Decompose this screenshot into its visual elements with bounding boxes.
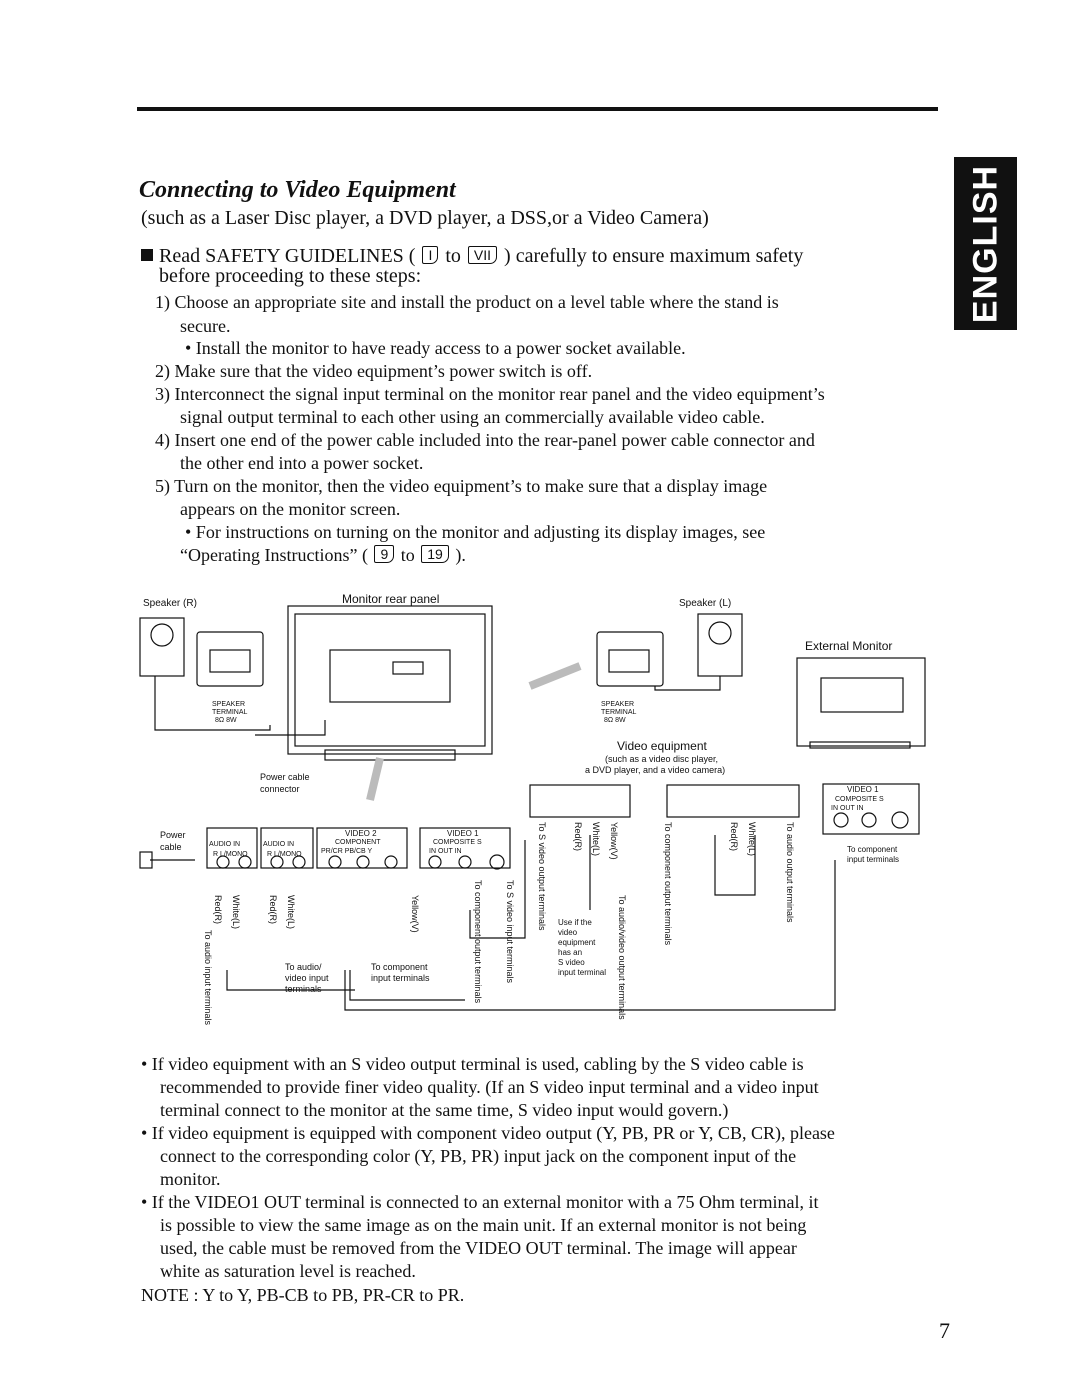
language-tab — [954, 157, 1017, 330]
label-speaker-terminal-2: TERMINAL — [212, 709, 248, 716]
label-external-monitor: External Monitor — [805, 639, 893, 653]
label-power-connector-2: connector — [260, 784, 300, 794]
page-ref-to: VII — [468, 246, 497, 264]
label-white-l-3: White(L) — [591, 822, 601, 857]
label-to-av-output: To audio/video output terminals — [617, 895, 627, 1020]
label-to-av-input-3: terminals — [285, 984, 322, 994]
speaker-terminal-zoom-r — [197, 632, 263, 686]
label-ext-in-out-in: IN OUT IN — [831, 805, 864, 812]
label-ext-to-component-2: input terminals — [847, 855, 900, 864]
label-in-out-in: IN OUT IN — [429, 848, 462, 855]
step-4: 4) Insert one end of the power cable included into the rear-panel power cable connector and — [155, 430, 815, 450]
monitor-rear-inner — [295, 614, 485, 746]
bullet-operating: • For instructions on turning on the monitor and adjusting its display images, see — [185, 522, 766, 542]
label-audio-in-2: AUDIO IN — [263, 841, 295, 848]
label-to-component-input-1: To component — [371, 962, 428, 972]
label-use-if-1: Use if the — [558, 918, 592, 927]
label-to-av-input-2: video input — [285, 973, 329, 983]
label-white-l-1: White(L) — [231, 895, 241, 930]
step-1: 1) Choose an appropriate site and install the product on a level table where the stand is — [155, 292, 779, 312]
note-2c: monitor. — [160, 1169, 221, 1189]
note-3d: white as saturation level is reached. — [160, 1261, 416, 1281]
label-video-equipment: Video equipment — [617, 739, 707, 753]
label-r-lmono-1: R L/MONO — [213, 851, 248, 858]
label-video-note-2: a DVD player, and a video camera) — [585, 765, 726, 775]
step-4-cont: the other end into a power socket. — [180, 453, 424, 473]
note-1c: terminal connect to the monitor at the same time, S video input would govern.) — [160, 1100, 729, 1120]
op-to: to — [400, 545, 415, 565]
op-suffix: ). — [455, 545, 466, 565]
op-page-from: 9 — [374, 545, 394, 563]
page-number: 7 — [939, 1318, 950, 1343]
safety-prefix: Read SAFETY GUIDELINES ( — [159, 245, 416, 267]
note-3b: is possible to view the same image as on the main unit. If an external monitor is not being — [160, 1215, 807, 1235]
note-2: • If video equipment is equipped with component video output (Y, PB, PR or Y, CB, CR), please — [141, 1123, 835, 1143]
label-to-s-video-output: To S video output terminals — [537, 822, 547, 931]
note-1: • If video equipment with an S video output terminal is used, cabling by the S video cable is — [141, 1054, 804, 1074]
step-5-cont: appears on the monitor screen. — [180, 499, 401, 519]
label-to-av-input-1: To audio/ — [285, 962, 322, 972]
op-prefix: “Operating Instructions” ( — [180, 545, 368, 565]
monitor-rear — [288, 606, 492, 754]
op-page-to: 19 — [421, 545, 449, 563]
square-bullet-icon — [141, 249, 153, 261]
speaker-terminal-l — [609, 650, 649, 672]
label-use-if-3: equipment — [558, 938, 596, 947]
label-to-component-output: To component output terminals — [473, 880, 483, 1004]
video-equipment-front — [530, 785, 630, 817]
speaker-r-cone — [151, 624, 173, 646]
label-speaker-terminal-l1: SPEAKER — [601, 701, 635, 708]
page-ref-from: I — [422, 246, 438, 264]
external-monitor — [797, 658, 925, 746]
step-5: 5) Turn on the monitor, then the video equipment’s to make sure that a display image — [155, 476, 768, 496]
label-white-l-4: White(L) — [747, 822, 757, 857]
bullet-operating-cont — [180, 543, 466, 567]
step-1-cont: secure. — [180, 316, 231, 336]
label-red-r-3: Red(R) — [573, 822, 583, 852]
label-to-audio-output: To audio output terminals — [785, 822, 795, 923]
bullet-install: • Install the monitor to have ready access to a power socket available. — [185, 338, 686, 358]
label-yellow-v-2: Yellow(V) — [609, 822, 619, 860]
speaker-terminal-r — [210, 650, 250, 672]
label-speaker-terminal-1: SPEAKER — [212, 701, 246, 708]
speaker-l-box — [698, 614, 742, 676]
label-video-note-1: (such as a video disc player, — [605, 754, 719, 764]
speaker-terminal-zoom-l — [597, 632, 663, 686]
note-3: • If the VIDEO1 OUT terminal is connected to an external monitor with a 75 Ohm terminal, it — [141, 1192, 819, 1212]
safety-suffix: ) carefully to ensure maximum safety — [504, 245, 804, 267]
note-3c: used, the cable must be removed from the VIDEO OUT terminal. The image will appear — [160, 1238, 797, 1258]
label-component: COMPONENT — [335, 839, 381, 846]
video-equipment-rear — [667, 785, 799, 817]
label-speaker-terminal-l3: 8Ω 8W — [604, 717, 626, 724]
safety-to: to — [445, 245, 461, 267]
label-ext-video1: VIDEO 1 — [847, 785, 879, 794]
label-red-r-1: Red(R) — [213, 895, 223, 925]
label-to-component-input-2: input terminals — [371, 973, 430, 983]
label-ext-to-component-1: To component — [847, 845, 898, 854]
speaker-r-box — [140, 618, 184, 676]
note-yc: NOTE : Y to Y, PB-CB to PB, PR-CR to PR. — [141, 1285, 465, 1305]
label-power-cable-2: cable — [160, 842, 182, 852]
label-yellow-v-1: Yellow(V) — [410, 895, 420, 933]
label-to-s-video-input: To S video input terminals — [505, 880, 515, 984]
label-speaker-l: Speaker (L) — [679, 598, 732, 609]
label-video2: VIDEO 2 — [345, 829, 377, 838]
audio-in-1 — [207, 828, 257, 868]
label-power-cable-1: Power — [160, 830, 186, 840]
safety-line-2: before proceeding to these steps: — [159, 265, 422, 287]
label-red-r-4: Red(R) — [729, 822, 739, 852]
label-ext-composite-s: COMPOSITE S — [835, 796, 884, 803]
label-r-lmono-2: R L/MONO — [267, 851, 302, 858]
section-title: Connecting to Video Equipment — [139, 177, 456, 203]
label-speaker-terminal-l2: TERMINAL — [601, 709, 637, 716]
label-to-audio-input: To audio input terminals — [203, 930, 213, 1026]
step-2: 2) Make sure that the video equipment’s power switch is off. — [155, 361, 593, 381]
label-audio-in-1: AUDIO IN — [209, 841, 241, 848]
language-tab-label: ENGLISH — [966, 164, 1004, 323]
label-use-if-4: has an — [558, 948, 583, 957]
label-speaker-terminal-3: 8Ω 8W — [215, 717, 237, 724]
label-red-r-2: Red(R) — [268, 895, 278, 925]
label-to-comp-out-right: To component output terminals — [663, 822, 673, 946]
note-1b: recommended to provide finer video quality. (If an S video input terminal and a video input — [160, 1077, 819, 1097]
label-pr-pb-y: PR/CR PB/CB Y — [321, 848, 373, 855]
monitor-panel — [330, 650, 450, 702]
label-use-if-2: video — [558, 928, 578, 937]
label-composite-s: COMPOSITE S — [433, 839, 482, 846]
monitor-stand — [325, 750, 455, 760]
label-video1: VIDEO 1 — [447, 829, 479, 838]
label-use-if-5: S video — [558, 958, 585, 967]
label-power-connector-1: Power cable — [260, 772, 310, 782]
label-speaker-r: Speaker (R) — [143, 598, 197, 609]
section-subtitle: (such as a Laser Disc player, a DVD player, a DSS,or a Video Camera) — [141, 207, 709, 229]
note-2b: connect to the corresponding color (Y, PB, PR) input jack on the component input of the — [160, 1146, 797, 1166]
connection-diagram — [135, 590, 935, 1030]
speaker-l-cone — [709, 622, 731, 644]
header-rule — [137, 107, 938, 111]
label-white-l-2: White(L) — [286, 895, 296, 930]
label-use-if-6: input terminal — [558, 968, 607, 977]
step-3: 3) Interconnect the signal input terminal on the monitor rear panel and the video equipment’s — [155, 384, 825, 404]
label-monitor-rear-panel: Monitor rear panel — [342, 592, 440, 606]
step-3-cont: signal output terminal to each other using an commercially available video cable. — [180, 407, 765, 427]
